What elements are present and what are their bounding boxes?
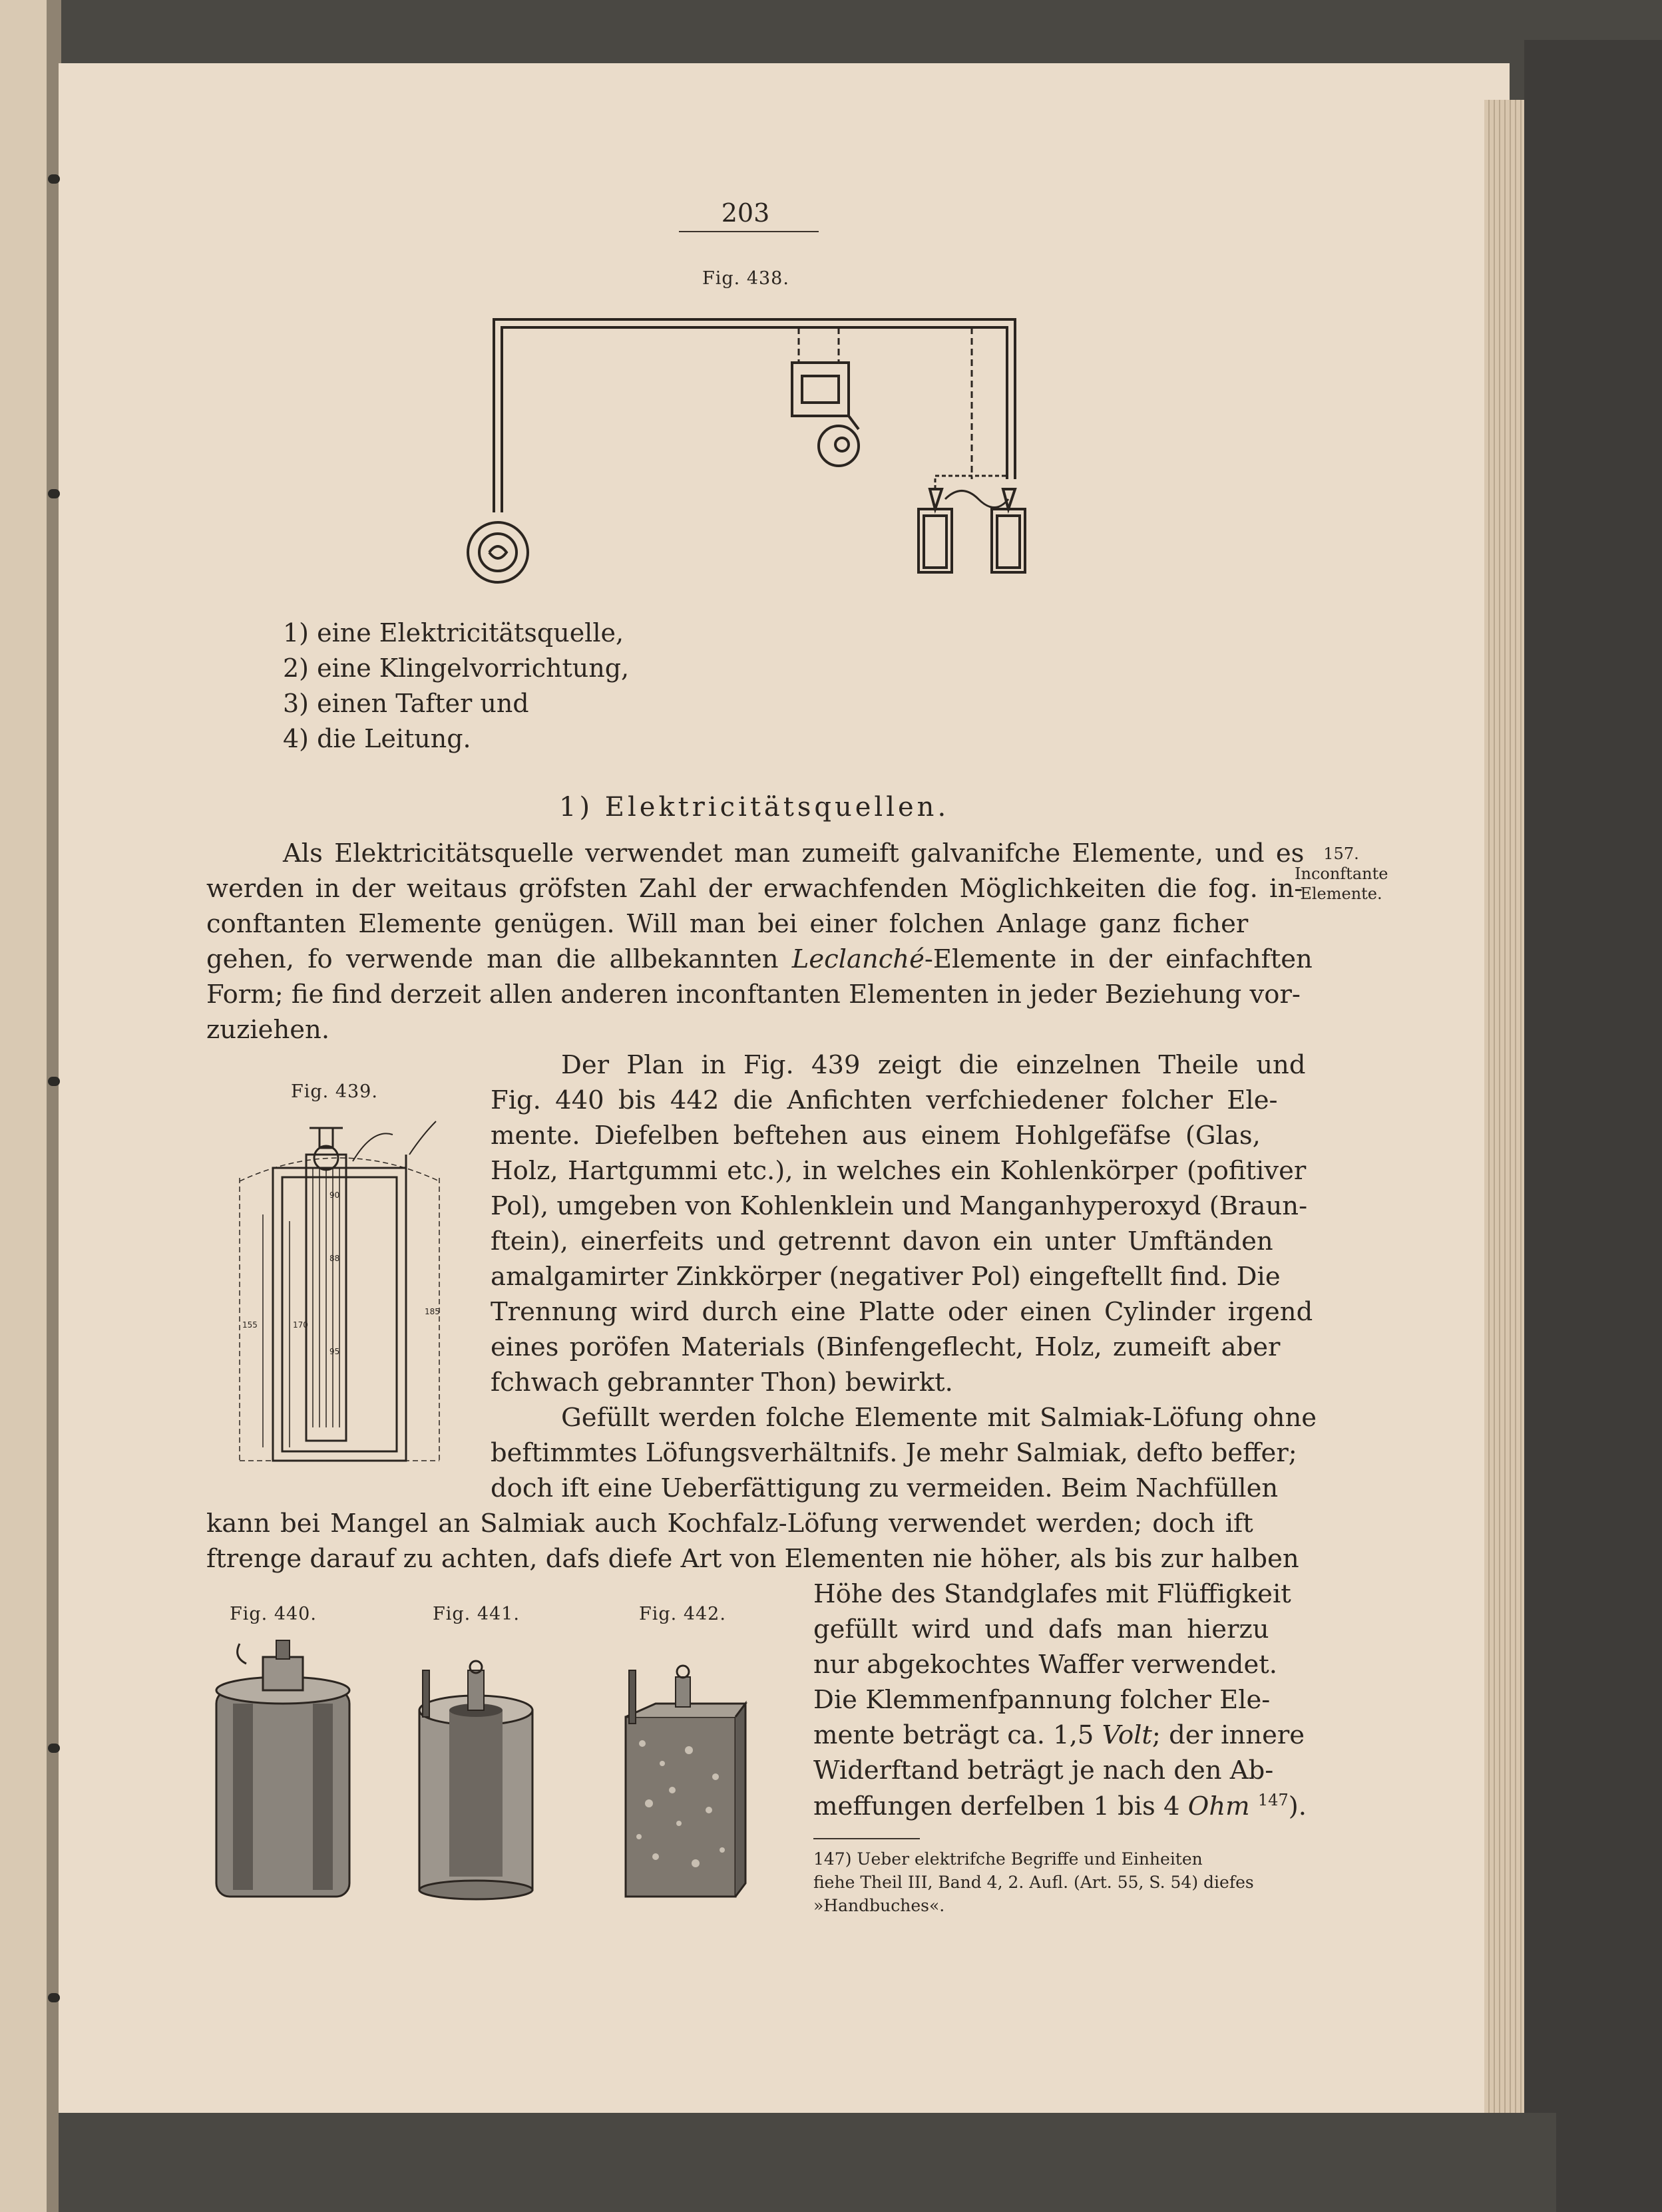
footnote-line: 147) Ueber elektrifche Begriffe und Einheiten [813,1849,1203,1869]
text-italic: Leclanché [791,944,925,974]
components-list [283,616,629,757]
text-line: ftrenge darauf zu achten, dafs diefe Art von Elementen nie höher, als bis zur halben [206,1544,1299,1574]
footnote [813,1847,1254,1917]
text-span: ). [1288,1791,1307,1821]
footnote-rule [813,1838,920,1839]
binding-hole [48,1744,60,1753]
text-line: Holz, Hartgummi etc.), in welches ein Kohlenkörper (pofitiver [491,1156,1307,1186]
fig438-caption: Fig. 438. [702,268,789,289]
footnote-ref: 147 [1257,1791,1289,1809]
binding-hole [48,489,60,498]
text-line: amalgamirter Zinkkörper (negativer Pol) eingeftellt find. Die [491,1262,1281,1292]
book-cover [1524,40,1662,2212]
margin-note-line: Inconftante [1295,864,1388,883]
list-item: 3) einen Tafter und [283,689,529,718]
text-span: gehen, fo verwende man die allbekannten [206,944,779,974]
fig442-element-illustration [616,1657,749,1903]
text-line: conftanten Elemente genügen. Will man bei einer folchen Anlage ganz ficher [206,909,1249,939]
text-line [813,1720,1305,1750]
fig441-caption: Fig. 441. [433,1604,520,1624]
text-line: eines poröfen Materials (Binfengeflecht, Holz, zumeift aber [491,1332,1281,1362]
dimension-label: 88 [329,1254,340,1263]
page-number-rule [679,231,819,232]
text-line: Form; fie find derzeit allen anderen inconftanten Elementen in jeder Beziehung vor- [206,980,1301,1010]
text-line: kann bei Mangel an Salmiak auch Kochfalz-Löfung verwendet werden; doch ift [206,1509,1253,1539]
text-line: fchwach gebrannter Thon) bewirkt. [491,1368,953,1397]
text-span: mente beträgt ca. 1,5 [813,1720,1094,1750]
text-line [813,1791,1307,1821]
footnote-line: »Handbuches«. [813,1896,945,1915]
dimension-label: 90 [329,1191,340,1200]
text-line: nur abgekochtes Waffer verwendet. [813,1650,1277,1680]
dimension-label: 170 [293,1320,308,1330]
fig439-element-section [226,1115,453,1474]
binding-hole [48,174,60,184]
list-item: 4) die Leitung. [283,724,471,753]
list-item: 2) eine Klingelvorrichtung, [283,653,630,683]
dimension-label: 185 [425,1307,440,1316]
margin-note [1295,844,1388,904]
text-line: Die Klemmenfpannung folcher Ele- [813,1685,1271,1715]
text-span: ; der innere [1151,1720,1305,1750]
text-line: Höhe des Standglafes mit Flüffigkeit [813,1579,1291,1609]
text-line: gefüllt wird und dafs man hierzu [813,1614,1269,1644]
fig438-circuit-diagram [466,313,1052,586]
text-span: -Elemente in der einfachften [924,944,1313,974]
margin-note-line: Elemente. [1300,884,1382,903]
text-line: Gefüllt werden folche Elemente mit Salmiak-Löfung ohne [561,1403,1317,1433]
fig442-caption: Fig. 442. [639,1604,726,1624]
text-line [206,944,1313,974]
text-line: ftein), einerfeits und getrennt davon ein unter Umftänden [491,1226,1273,1256]
text-line: doch ift eine Ueberfättigung zu vermeiden. Beim Nachfüllen [491,1473,1279,1503]
bottom-shadow [59,2113,1556,2212]
fig441-element-illustration [409,1650,542,1903]
text-line: werden in der weitaus gröfsten Zahl der erwachfenden Möglichkeiten die fog. in- [206,874,1303,904]
text-line: mente. Diefelben beftehen aus einem Hohlgefäfse (Glas, [491,1121,1261,1151]
text-line: Widerftand beträgt je nach den Ab- [813,1755,1274,1785]
page-edges [1484,100,1524,2116]
text-italic: Volt [1102,1720,1152,1750]
text-line: Trennung wird durch eine Platte oder einen Cylinder irgend [491,1297,1313,1327]
fig440-element-illustration [206,1637,359,1903]
dimension-label: 155 [242,1320,258,1330]
list-item: 1) eine Elektricitätsquelle, [283,618,624,647]
text-line: Als Elektricitätsquelle verwendet man zumeift galvanifche Elemente, und es [283,838,1305,868]
section-heading: 1) Elektricitätsquellen. [559,792,950,823]
dimension-label: 95 [329,1347,340,1356]
footnote-line: fiehe Theil III, Band 4, 2. Aufl. (Art. 55, S. 54) diefes [813,1873,1254,1892]
text-line: zuziehen. [206,1015,330,1045]
text-line: Der Plan in Fig. 439 zeigt die einzelnen Theile und [561,1050,1306,1080]
binding-hole [48,1993,60,2002]
text-italic: Ohm [1187,1791,1250,1821]
text-line: beftimmtes Löfungsverhältnifs. Je mehr Salmiak, defto beffer; [491,1438,1297,1468]
fig439-caption: Fig. 439. [291,1081,378,1102]
binding-hole [48,1077,60,1086]
page-number: 203 [721,198,770,228]
text-line: Fig. 440 bis 442 die Anfichten verfchiedener folcher Ele- [491,1085,1278,1115]
fig440-caption: Fig. 440. [230,1604,317,1624]
text-line: Pol), umgeben von Kohlenklein und Manganhyperoxyd (Braun- [491,1191,1308,1221]
margin-note-number: 157. [1323,844,1359,863]
text-span: meffungen derfelben 1 bis 4 [813,1791,1180,1821]
